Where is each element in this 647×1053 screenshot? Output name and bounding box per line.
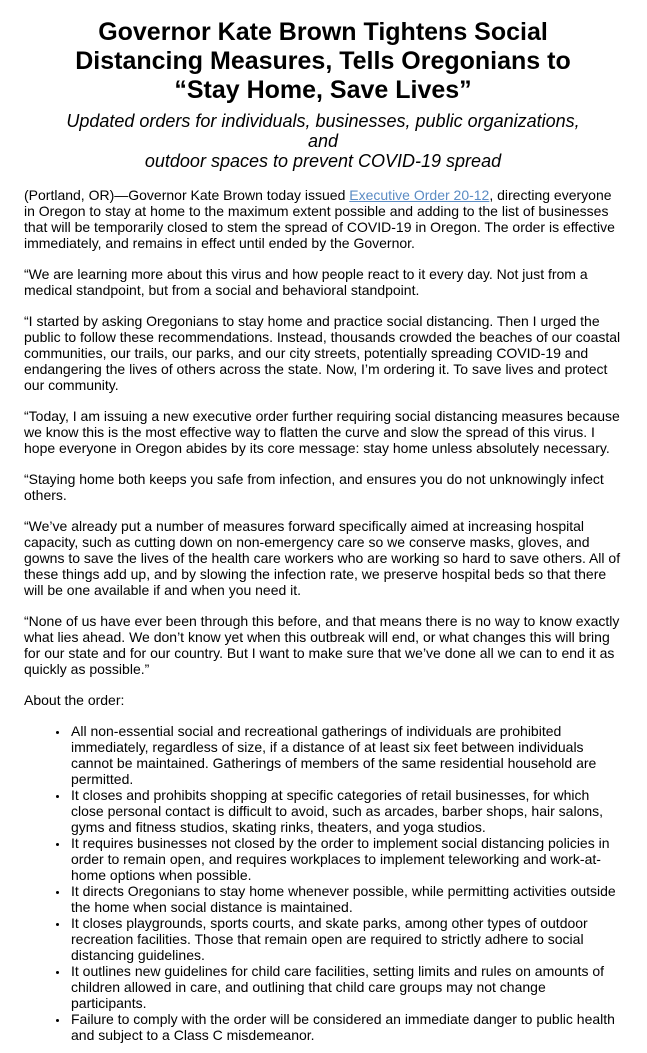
- quote-paragraph: “None of us have ever been through this before, and that means there is no way to know exactly what lies ahead. We don’t know yet when this outbreak will end, or what changes this will bring for our state and for our country. But I want to make sure that we’ve done all we can to end it as quickly as possible.”: [24, 612, 620, 677]
- intro-paragraph: [24, 187, 622, 251]
- about-order-label: About the order:: [24, 691, 125, 708]
- order-bullet-item: • It directs Oregonians to stay home whenever possible, while permitting activities outside the home when social distance is maintained.: [69, 883, 622, 915]
- order-bullet-item: • It requires businesses not closed by the order to implement social distancing policies in order to remain open, and requires workplaces to implement teleworking and work-at-home options when possible.: [69, 835, 622, 883]
- page-title-line: “Stay Home, Save Lives”: [174, 75, 472, 104]
- order-bullet-item: • It closes playgrounds, sports courts, and skate parks, among other types of outdoor recreation facilities. Those that remain open are required to strictly adhere to social distancing guidelines.: [69, 915, 622, 963]
- quote-paragraph: “Staying home both keeps you safe from infection, and ensures you do not unknowingly infect others.: [24, 470, 604, 503]
- document-body: [24, 187, 622, 1043]
- order-bullet-item: • All non-essential social and recreational gatherings of individuals are prohibited immediately, regardless of size, if a distance of at least six feet between individuals cannot be maintained. Gatherings of members of the same residential household are permitted.: [69, 723, 622, 787]
- executive-order-link[interactable]: Executive Order 20-12: [349, 186, 490, 203]
- quote-paragraph: “Today, I am issuing a new executive order further requiring social distancing measures because we know this is the most effective way to flatten the curve and slow the spread of this virus. I hope everyone in Oregon abides by its core message: stay home unless absolutely necessary.: [24, 407, 620, 456]
- page-title-line: Governor Kate Brown Tightens Social: [98, 18, 548, 46]
- order-bullet-list: [24, 723, 622, 1043]
- quote-paragraph: “We are learning more about this virus and how people react to it every day. Not just from a medical standpoint, but from a social and behavioral standpoint.: [24, 265, 588, 298]
- order-bullet-item: • It closes and prohibits shopping at specific categories of retail businesses, for which close personal contact is difficult to avoid, such as arcades, barber shops, hair salons, gyms and fitness studios, skating rinks, theaters, and yoga studios.: [69, 787, 622, 835]
- quote-paragraph: “I started by asking Oregonians to stay home and practice social distancing. Then I urged the public to follow these recommendations. Instead, thousands crowded the beaches of our coastal communities, our trails, our parks, and our city streets, potentially spreading COVID-19 and endangering the lives of others across the state. Now, I’m ordering it. To save lives and protect our community.: [24, 312, 621, 393]
- page-title-line: Distancing Measures, Tells Oregonians to: [75, 46, 571, 75]
- order-bullet-item: • It outlines new guidelines for child care facilities, setting limits and rules on amounts of children allowed in care, and outlining that child care groups may not change participants.: [69, 963, 622, 1011]
- page-subtitle-line: outdoor spaces to prevent COVID-19 spread: [144, 150, 502, 171]
- intro-text-after-link: , directing everyone in Oregon to stay at home to the maximum extent possible and adding to the list of businesses that will be temporarily closed to stem the spread of COVID-19 in Oregon. The order is effective immediately, and remains in effect until ended by the Governor.: [24, 186, 615, 251]
- order-bullet-item: • Failure to comply with the order will be considered an immediate danger to public health and subject to a Class C misdemeanor.: [69, 1011, 622, 1043]
- intro-text-before-link: (Portland, OR)—Governor Kate Brown today issued: [24, 186, 350, 203]
- page-subtitle-line: Updated orders for individuals, businesses, public organizations, and: [66, 111, 580, 152]
- page-subtitle: [54, 112, 592, 171]
- quote-paragraph: “We’ve already put a number of measures forward specifically aimed at increasing hospital capacity, such as cutting down on non-emergency care so we conserve masks, gloves, and gowns to save the lives of the health care workers who are working so hard to save others. All of these things add up, and by slowing the infection rate, we preserve hospital beds so that there will be one available if and when you need it.: [24, 517, 621, 598]
- page-title: [34, 18, 612, 104]
